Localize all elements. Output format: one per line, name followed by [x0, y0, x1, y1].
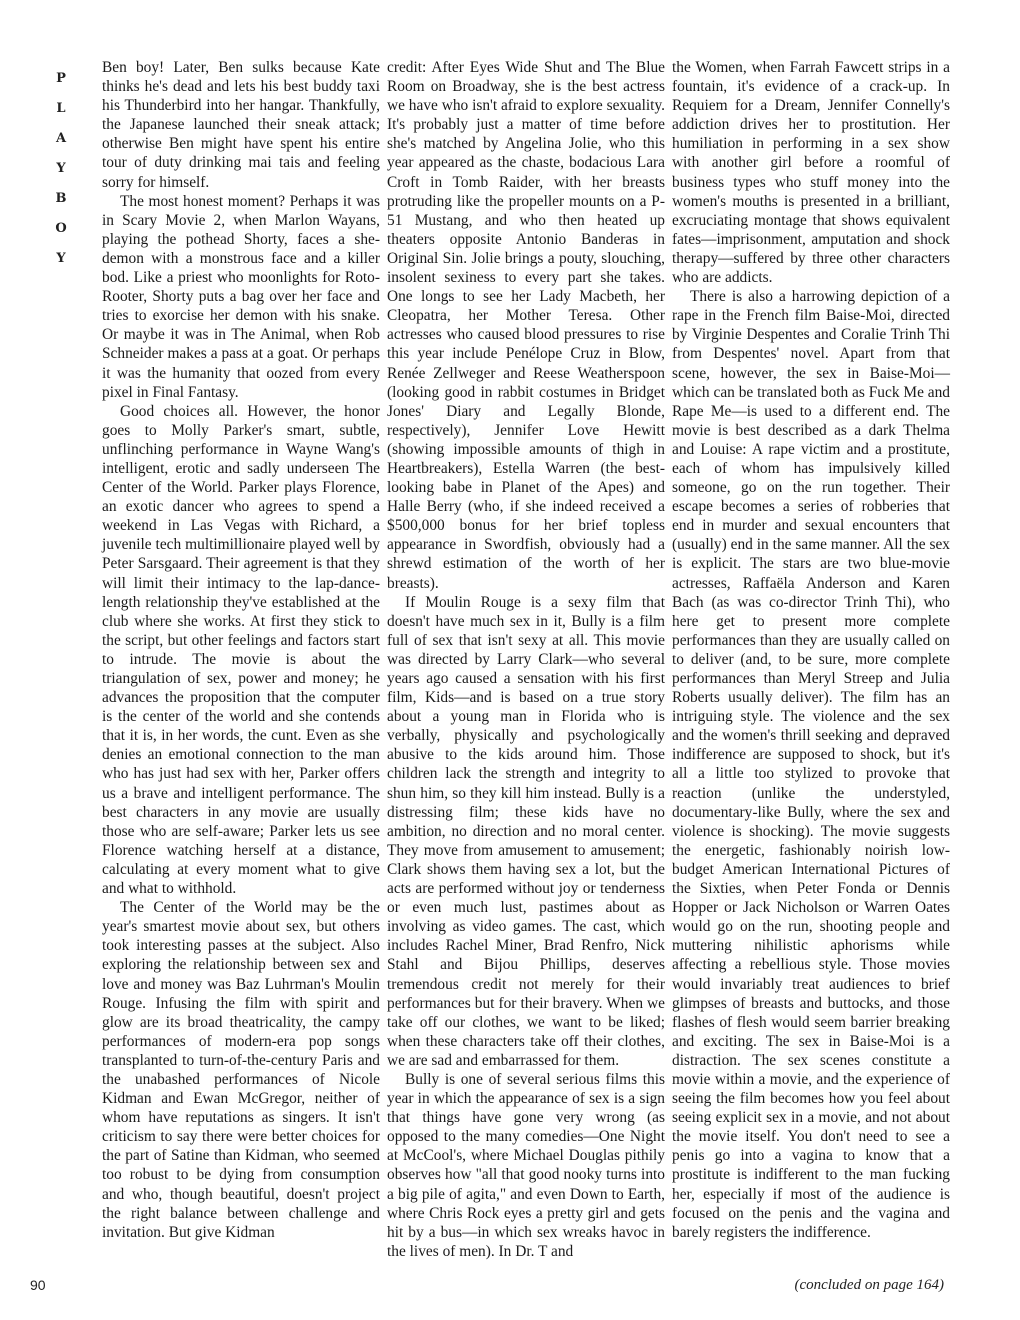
paragraph: If Moulin Rouge is a sexy film that doesn't have much sex in it, Bully is a film full of sex that isn't sexy at all. This movie was directed by Larry Clark—who several years ago caused a sensation with his first film, Kids—and is based on a true story about a young man in Florida who is verbally, physically and psychologically abusive to the kids around him. Those children lack the strength and integrity to shun him, so they kill him instead. Bully is a distressing film; these kids have no ambition, no direction and no moral center. They move from amusement to amusement; Clark shows them having sex a lot, but the acts are performed without joy or tenderness or even much lust, pastimes about as involving as video games. The cast, which includes Rachel Miner, Brad Renfro, Nick Stahl and Bijou Phillips, deserves tremendous credit not merely for their performances but for their bravery. When we take off our clothes, we want to be liked; when these characters take off their clothes, we are sad and embarrassed for them.	[387, 593, 665, 1069]
paragraph: The Center of the World may be the year's smartest movie about sex, but others took interesting passes at the subject. Also exploring the relationship between sex and love and money was Baz Luhrman's Moulin Rouge. Infusing the film with spirit and glow are its broad theatricality, the campy performances of modern-era pop songs transplanted to turn-of-the-century Paris and the unabashed performances of Nicole Kidman and Ewan McGregor, neither of whom have reputations as singers. It isn't criticism to say there were better choices for the part of Satine than Kidman, who seemed too robust to be dying from consumption and who, though beautiful, doesn't project the right balance between challenge and invitation. But give Kidman	[102, 899, 380, 1241]
text-column-1	[102, 58, 380, 1242]
masthead-letter: B	[55, 191, 67, 206]
paragraph: credit: After Eyes Wide Shut and The Blue Room on Broadway, she is the best actress we have who isn't afraid to explore sexuality. It's probably just a matter of time before she's matched by Angelina Jolie, who this year appeared as the chaste, bodacious Lara Croft in Tomb Raider, with her breasts protruding like the propeller mounts on a P-51 Mustang, and who then heated up theaters opposite Antonio Banderas in Original Sin. Jolie brings a pouty, slouching, insolent sexiness to every part she takes. One longs to see her Lady Macbeth, her Cleopatra, her Mother Teresa. Other actresses who caused blood pressures to rise this year include Penélope Cruz in Blow, Renée Zellweger and Reese Weatherspoon (looking good in rabbit costumes in Bridget Jones' Diary and Legally Blonde, respectively), Jennifer Love Hewitt (showing impossible amounts of thigh in Heartbreakers), Estella Warren (the best-looking babe in Planet of the Apes) and Halle Berry (who, if she indeed received a $500,000 bonus for her brief topless appearance in Swordfish, obviously had a shrewd estimation of the worth of her breasts).	[387, 59, 665, 592]
text-column-2	[387, 58, 665, 1261]
masthead-letter: Y	[56, 251, 66, 266]
masthead-letter: P	[56, 71, 66, 86]
paragraph: the Women, when Farrah Fawcett strips in a fountain, it's evidence of a crack-up. In Requiem for a Dream, Jennifer Connelly's addiction drives her to prostitution. Her humiliation in performing in a sex show with another girl before a roomful of business types who stuff money into the women's mouths is presented in a brilliant, excruciating montage that shows equivalent fates—imprisonment, amputation and shock therapy—suffered by three other characters who are addicts.	[672, 59, 950, 287]
paragraph: Ben boy! Later, Ben sulks because Kate thinks he's dead and lets his best buddy taxi his Thunderbird into her hangar. Thankfully, the Japanese launched their sneak attack; otherwise Ben might have spent his entire tour of duty drinking mai tais and feeling sorry for himself.	[102, 59, 380, 191]
masthead-letter: Y	[56, 161, 66, 176]
masthead-letter: O	[55, 221, 67, 236]
vertical-masthead	[50, 64, 72, 274]
paragraph: Good choices all. However, the honor goes to Molly Parker's smart, subtle, unflinching performance in Wayne Wang's intelligent, erotic and sadly underseen The Center of the World. Parker plays Florence, an exotic dancer who agrees to spend a weekend in Las Vegas with Richard, a juvenile tech multimillionaire played well by Peter Sarsgaard. Their agreement is that they will limit their intimacy to the lap-dance-length relationship they've established at the club where she works. At first they stick to the script, but other feelings and factors start to intrude. The movie is about the triangulation of sex, power and money; he advances the proposition that the computer is the center of the world and she contends that it is, in her words, the cunt. Even as she denies an emotional connection to the man who has just had sex with her, Parker offers us a brave and intelligent performance. The best characters in any movie are usually those who are self-aware; Parker lets us see Florence watching herself at a distance, calculating at every moment what to give and what to withhold.	[102, 402, 380, 898]
paragraph: Bully is one of several serious films this year in which the appearance of sex is a sign that things have gone very wrong (as opposed to the many comedies—One Night at McCool's, where Michael Douglas pithily observes how "all that good nooky turns into a big pile of agita," and even Down to Earth, where Chris Rock eyes a pretty girl and gets hit by a bus—in which sex wreaks havoc in the lives of men). In Dr. T and	[387, 1070, 665, 1260]
masthead-letter: L	[56, 101, 66, 116]
page-number: 90	[30, 1277, 46, 1293]
paragraph: The most honest moment? Perhaps it was in Scary Movie 2, when Marlon Wayans, playing the pothead Shorty, faces a she-demon with a monstrous face and a killer bod. Like a priest who moonlights for Roto-Rooter, Shorty puts a bag over her face and tries to exorcise her demon with his snake. Or maybe it was in The Animal, when Rob Schneider makes a pass at a goat. Or perhaps it was the humanity that oozed from every pixel in Final Fantasy.	[102, 192, 380, 401]
continued-note: (concluded on page 164)	[794, 1277, 944, 1293]
masthead-letter: A	[55, 131, 67, 146]
text-column-3	[672, 58, 950, 1242]
paragraph: There is also a harrowing depiction of a rape in the French film Baise-Moi, directed by Virginie Despentes and Coralie Trinh Thi from Despentes' novel. Apart from that scene, however, the sex in Baise-Moi—which can be translated both as Fuck Me and Rape Me—is used to a different end. The movie is best described as a dark Thelma and Louise: A rape victim and a prostitute, each of whom has impulsively killed someone, go on the run together. Their escape becomes a series of robberies that end in murder and sexual encounters that (usually) end in the same manner. All the sex is explicit. The stars are two blue-movie actresses, Raffaëla Anderson and Karen Bach (as was co-director Trinh Thi), who here get to present more complete performances than they are usually called on to deliver (and, to be sure, more complete performances than Meryl Streep and Julia Roberts usually deliver). The film has an intriguing style. The violence and the sex and the women's thrill seeking and depraved indifference are supposed to shock, but it's all a little too stylized to provoke that reaction (unlike the understyled, documentary-like Bully, where the sex and violence is shocking). The movie suggests the energetic, fashionably noirish low-budget American International Pictures of the Sixties, when Peter Fonda or Dennis Hopper or Jack Nicholson or Warren Oates would go on the run, shooting people and muttering nihilistic aphorisms while affecting a rebellious style. Those movies would invariably treat audiences to brief glimpses of breasts and buttocks, and those flashes of flesh would seem barrier breaking and exciting. The sex in Baise-Moi is a distraction. The sex scenes constitute a movie within a movie, and the experience of seeing the film becomes how you feel about seeing explicit sex in a movie, and not about the movie itself. You don't need to see a penis go into a vagina to know that a prostitute is indifferent to the man fucking her, especially if most of the audience is focused on the penis and the vagina and barely registers the indifference.	[672, 288, 950, 1241]
